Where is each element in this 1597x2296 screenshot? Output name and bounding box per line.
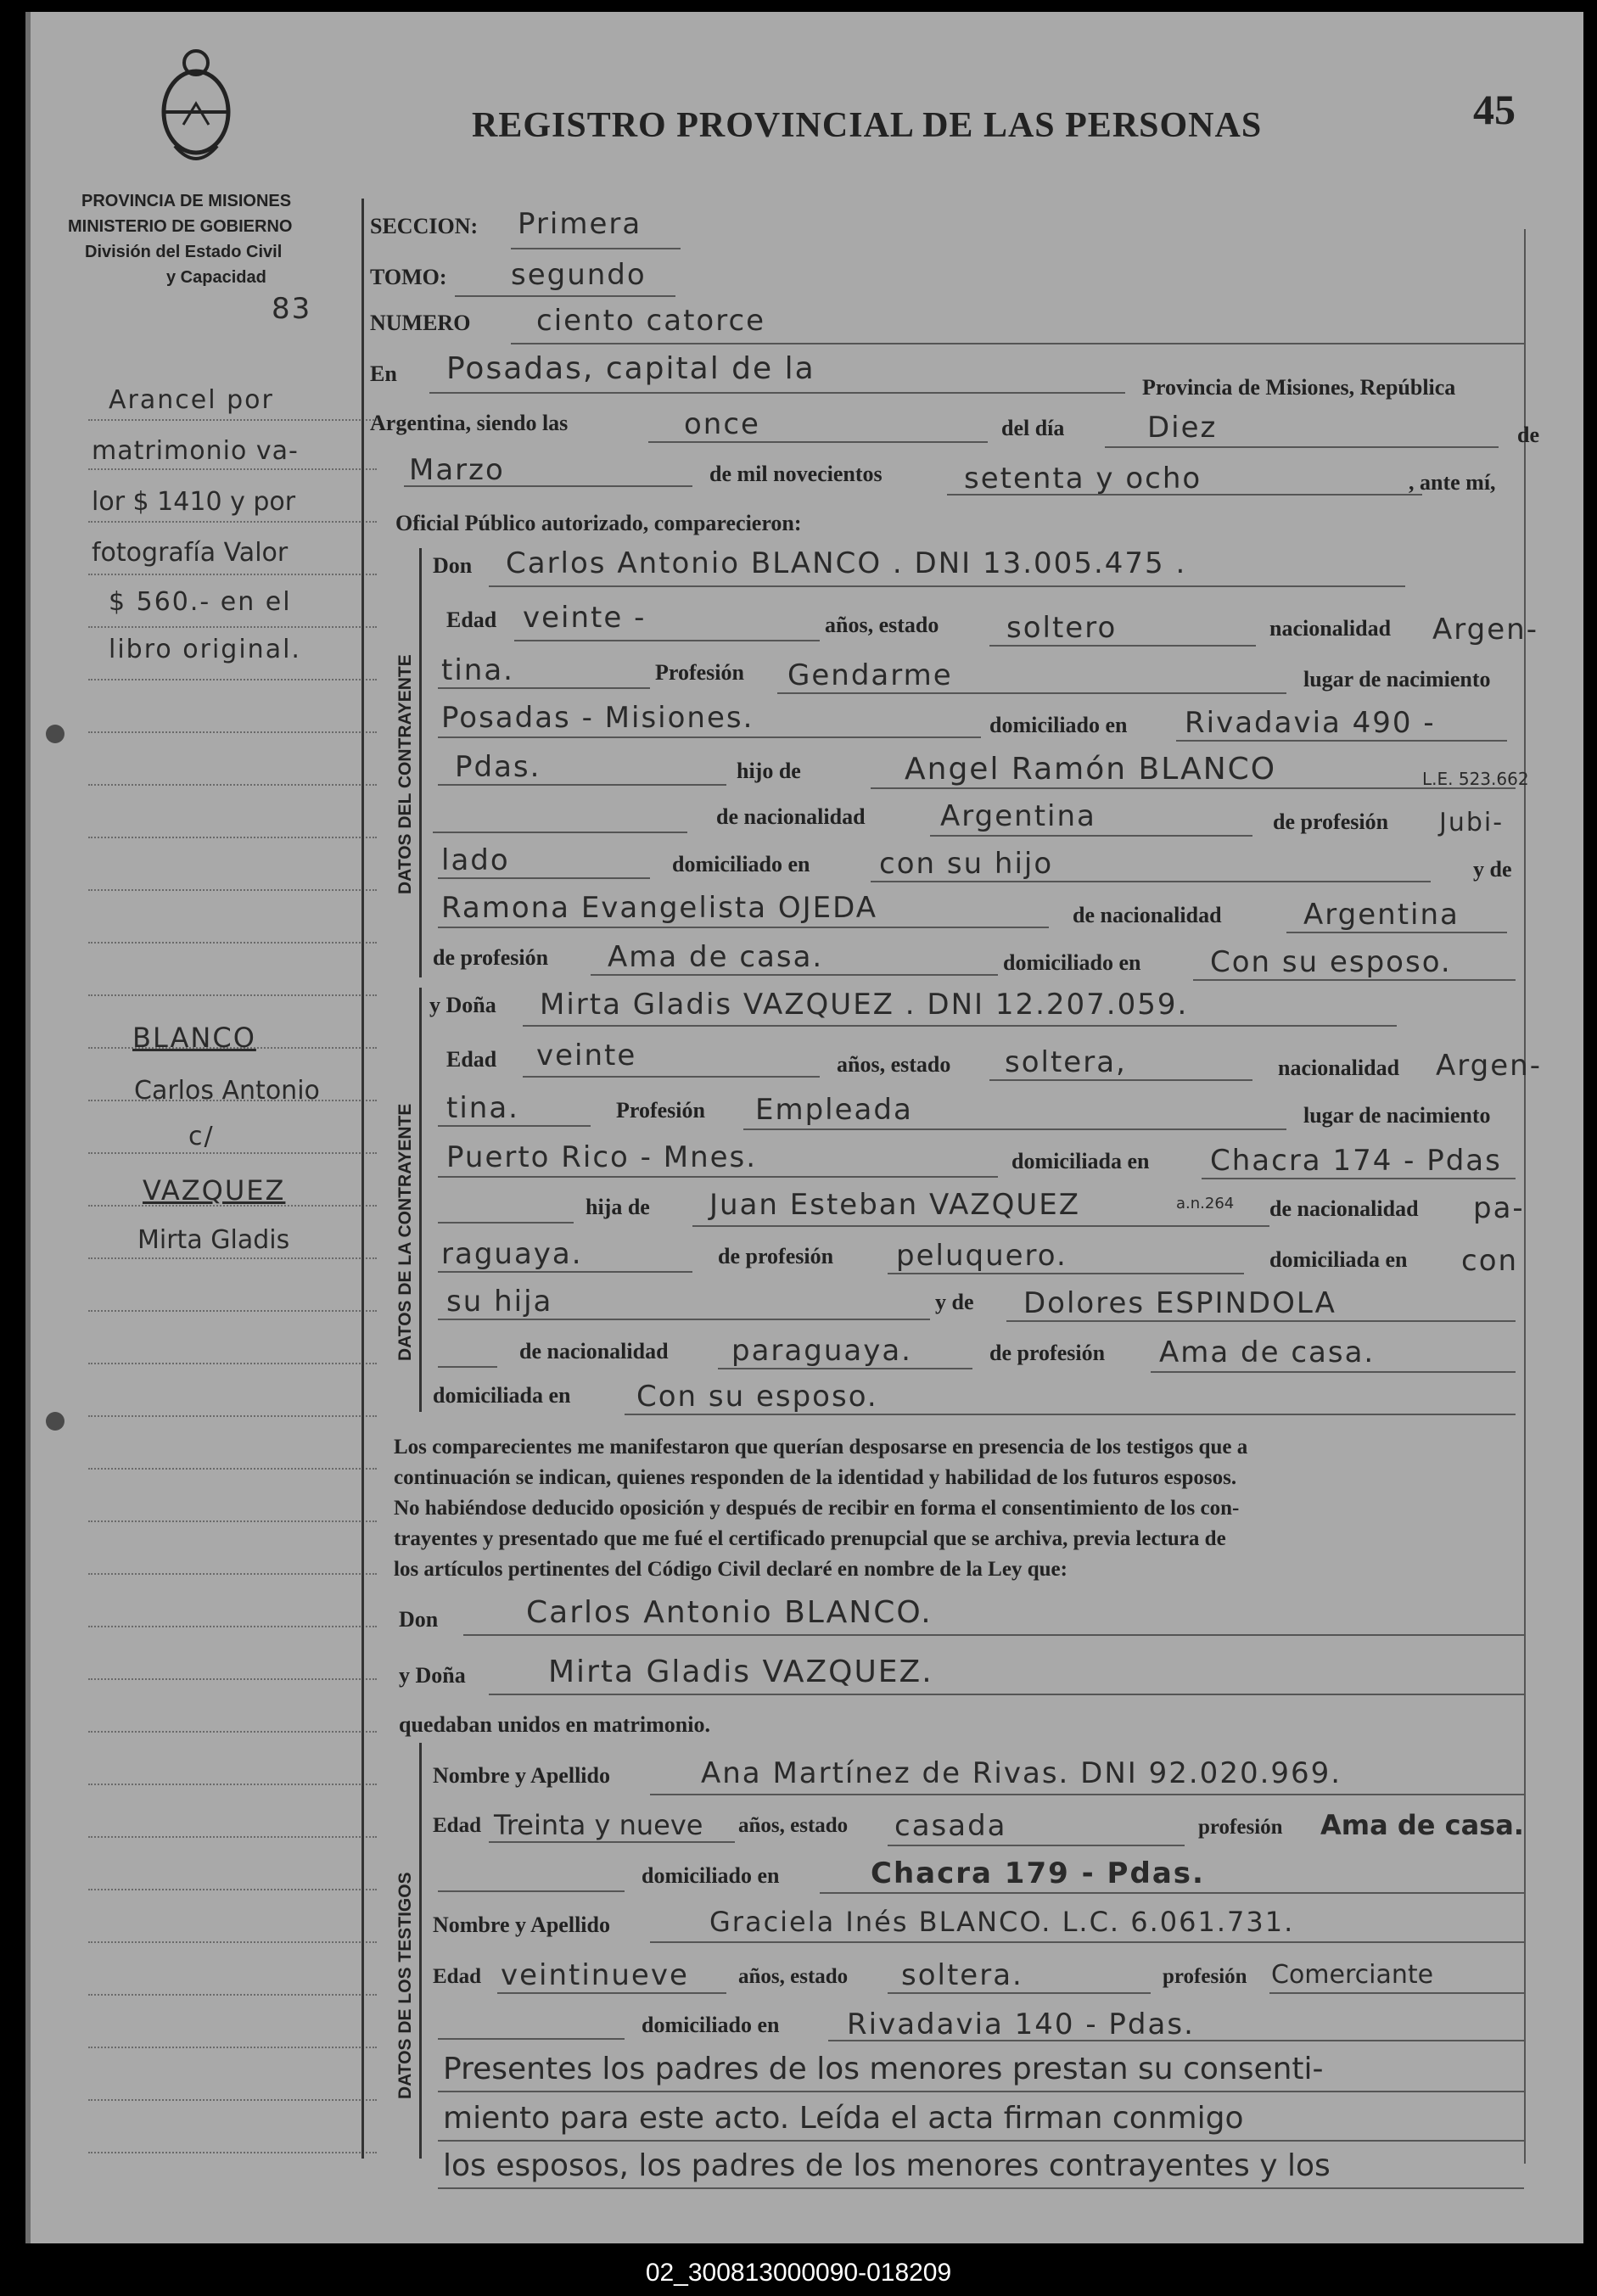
margin-fee-line: libro original. bbox=[109, 635, 301, 664]
en-label: En bbox=[370, 361, 397, 386]
bride-father-dom-1: con bbox=[1461, 1244, 1519, 1278]
groom-mother-dom-label: domiciliado en bbox=[1003, 950, 1141, 975]
numero-value: ciento catorce bbox=[536, 304, 766, 338]
groom-nac-label: nacionalidad bbox=[1269, 616, 1392, 641]
bride-dona-label: y Doña bbox=[429, 993, 496, 1017]
declaration-line: continuación se indican, quienes responden de la identidad y habilidad de los futuros esposos. bbox=[394, 1466, 1237, 1489]
groom-mother-nac-label: de nacionalidad bbox=[1073, 903, 1222, 927]
groom-father-prof-1: Jubi- bbox=[1439, 808, 1505, 837]
bride-father-nac-2: raguaya. bbox=[441, 1237, 583, 1271]
bride-yde-label: y de bbox=[935, 1290, 974, 1314]
bride-nac-label: nacionalidad bbox=[1278, 1056, 1400, 1080]
witness1-estado: casada bbox=[894, 1809, 1007, 1843]
bride-name: Mirta Gladis VAZQUEZ . DNI 12.207.059. bbox=[540, 988, 1189, 1022]
witness1-anios-label: años, estado bbox=[738, 1814, 849, 1837]
bride-father-prof: peluquero. bbox=[896, 1239, 1067, 1273]
groom-father-prof-2: lado bbox=[441, 843, 510, 877]
witness2-estado: soltera. bbox=[901, 1958, 1023, 1992]
witness1-prof-label: profesión bbox=[1198, 1816, 1283, 1839]
decl-dona-label: y Doña bbox=[399, 1663, 466, 1688]
bride-mother-prof-label: de profesión bbox=[989, 1341, 1106, 1365]
tomo-label: TOMO: bbox=[370, 265, 447, 289]
groom-father-dom: con su hijo bbox=[879, 847, 1054, 881]
de-label: de bbox=[1517, 423, 1539, 447]
groom-mother-dom: Con su esposo. bbox=[1210, 945, 1452, 979]
groom-domic-label: domiciliado en bbox=[989, 713, 1128, 737]
groom-yde-label: y de bbox=[1473, 857, 1512, 882]
argentina-label: Argentina, siendo las bbox=[370, 411, 569, 435]
groom-edad: veinte - bbox=[523, 601, 647, 635]
bride-domicilio: Chacra 174 - Pdas bbox=[1210, 1144, 1502, 1178]
groom-lugar-label: lugar de nacimiento bbox=[1303, 667, 1491, 692]
closing-line: los esposos, los padres de los menores contrayentes y los bbox=[443, 2148, 1331, 2183]
closing-line: miento para este acto. Leída el acta firman conmigo bbox=[443, 2101, 1244, 2136]
page-number: 45 bbox=[1473, 86, 1516, 133]
groom-name: Carlos Antonio BLANCO . DNI 13.005.475 . bbox=[506, 546, 1187, 580]
witness2-nombre-label: Nombre y Apellido bbox=[433, 1912, 610, 1937]
ante-label: , ante mí, bbox=[1409, 470, 1496, 495]
bride-estado: soltera, bbox=[1005, 1045, 1127, 1079]
margin-surname-1: BLANCO bbox=[132, 1022, 256, 1054]
witness2-dom: Rivadavia 140 - Pdas. bbox=[847, 2008, 1195, 2041]
hora-value: once bbox=[684, 407, 760, 441]
binding-hole bbox=[46, 1412, 64, 1431]
stamp-mark: 83 bbox=[272, 292, 312, 326]
groom-father-nac: Argentina bbox=[940, 799, 1096, 833]
page-title: REGISTRO PROVINCIAL DE LAS PERSONAS bbox=[472, 106, 1263, 145]
bride-mother-dom: Con su esposo. bbox=[636, 1380, 878, 1414]
witness1-dom-label: domiciliado en bbox=[642, 1863, 780, 1888]
bride-father-dom-label: domiciliada en bbox=[1269, 1247, 1408, 1272]
groom-anios-label: años, estado bbox=[825, 613, 939, 637]
groom-mother-nac: Argentina bbox=[1303, 898, 1460, 932]
groom-father-dom-label: domiciliado en bbox=[672, 852, 810, 876]
dia-label: del día bbox=[1001, 416, 1065, 440]
bride-father-prof-label: de profesión bbox=[718, 1244, 834, 1268]
witness2-prof: Comerciante bbox=[1271, 1960, 1434, 1990]
anio-label: de mil novecientos bbox=[709, 462, 883, 486]
bride-mother-name: Dolores ESPINDOLA bbox=[1023, 1286, 1336, 1320]
witness1-dom: Chacra 179 - Pdas. bbox=[871, 1856, 1205, 1890]
groom-mother-prof-label: de profesión bbox=[433, 945, 549, 970]
witness2-edad-label: Edad bbox=[433, 1965, 481, 1988]
margin-fee-line: Arancel por bbox=[109, 385, 274, 415]
bride-domic-label: domiciliada en bbox=[1011, 1149, 1150, 1173]
numero-label: NUMERO bbox=[370, 311, 471, 335]
bride-profesion: Empleada bbox=[755, 1093, 913, 1127]
bride-anios-label: años, estado bbox=[837, 1052, 951, 1077]
decl-don-label: Don bbox=[399, 1607, 439, 1632]
decl-unidos: quedaban unidos en matrimonio. bbox=[399, 1712, 710, 1737]
margin-connector: c/ bbox=[188, 1122, 215, 1151]
bride-mother-nac-label: de nacionalidad bbox=[519, 1339, 669, 1364]
provincia-label: Provincia de Misiones, República bbox=[1142, 375, 1456, 400]
bride-lugar: Puerto Rico - Mnes. bbox=[446, 1140, 758, 1174]
groom-father-nac-label: de nacionalidad bbox=[716, 804, 866, 829]
bride-father-nac-label: de nacionalidad bbox=[1269, 1196, 1419, 1221]
bride-edad-label: Edad bbox=[446, 1047, 497, 1072]
bride-father-doc: a.n.264 bbox=[1176, 1195, 1235, 1212]
bride-lugar-label: lugar de nacimiento bbox=[1303, 1103, 1491, 1128]
margin-surname-2: VAZQUEZ bbox=[143, 1174, 286, 1207]
bride-profesion-label: Profesión bbox=[616, 1098, 705, 1123]
margin-given-1: Carlos Antonio bbox=[134, 1076, 320, 1106]
binding-hole bbox=[46, 725, 64, 743]
bride-father-nac-1: pa- bbox=[1473, 1191, 1525, 1225]
witness1-name: Ana Martínez de Rivas. DNI 92.020.969. bbox=[701, 1756, 1342, 1790]
groom-domicilio-1: Rivadavia 490 - bbox=[1185, 706, 1436, 740]
margin-given-2: Mirta Gladis bbox=[137, 1225, 290, 1255]
coat-of-arms-icon bbox=[149, 44, 243, 171]
margin-fee-line: matrimonio va- bbox=[92, 436, 299, 466]
groom-nac-1: Argen- bbox=[1432, 613, 1538, 647]
oficial-label: Oficial Público autorizado, comparecieron: bbox=[395, 511, 802, 535]
witness1-edad: Treinta y nueve bbox=[494, 1809, 703, 1841]
witness1-prof: Ama de casa. bbox=[1320, 1809, 1524, 1841]
groom-father-prof-label: de profesión bbox=[1273, 809, 1389, 834]
closing-line: Presentes los padres de los menores prestan su consenti- bbox=[443, 2052, 1324, 2086]
witness2-name: Graciela Inés BLANCO. L.C. 6.061.731. bbox=[709, 1906, 1295, 1938]
groom-estado: soltero bbox=[1006, 611, 1118, 645]
bride-mother-dom-label: domiciliada en bbox=[433, 1383, 571, 1408]
tomo-value: segundo bbox=[511, 258, 647, 292]
seccion-label: SECCION: bbox=[370, 214, 479, 238]
bride-nac-2: tina. bbox=[446, 1091, 519, 1125]
seccion-value: Primera bbox=[518, 207, 642, 241]
declaration-line: Los comparecientes me manifestaron que querían desposarse en presencia de los testigos que a bbox=[394, 1436, 1248, 1459]
groom-father-name: Angel Ramón BLANCO bbox=[905, 752, 1277, 787]
margin-fee-line: $ 560.- en el bbox=[109, 587, 292, 617]
groom-mother-prof: Ama de casa. bbox=[608, 940, 824, 974]
groom-don-label: Don bbox=[433, 553, 473, 578]
witness1-edad-label: Edad bbox=[433, 1814, 481, 1837]
witness1-nombre-label: Nombre y Apellido bbox=[433, 1763, 610, 1788]
bride-mother-nac: paraguaya. bbox=[731, 1334, 912, 1368]
witness2-anios-label: años, estado bbox=[738, 1965, 849, 1988]
bride-nac-1: Argen- bbox=[1436, 1049, 1542, 1083]
section-label-groom: DATOS DEL CONTRAYENTE bbox=[395, 654, 415, 894]
anio-value: setenta y ocho bbox=[964, 462, 1202, 496]
bride-father-dom-2: su hija bbox=[446, 1285, 553, 1319]
margin-fee-line: fotografía Valor bbox=[92, 538, 289, 568]
groom-nac-2: tina. bbox=[441, 653, 514, 687]
decl-groom-name: Carlos Antonio BLANCO. bbox=[526, 1595, 933, 1630]
decl-bride-name: Mirta Gladis VAZQUEZ. bbox=[548, 1655, 933, 1689]
groom-profesion: Gendarme bbox=[787, 658, 953, 692]
declaration-line: los artículos pertinentes del Código Civil declaré en nombre de la Ley que: bbox=[394, 1558, 1067, 1581]
declaration-line: No habiéndose deducido oposición y después de recibir en forma el consentimiento de los con- bbox=[394, 1497, 1240, 1520]
image-code: 02_300813000090-018209 bbox=[645, 2259, 952, 2287]
witness2-dom-label: domiciliado en bbox=[642, 2013, 780, 2037]
org-province: PROVINCIA DE MISIONES bbox=[81, 192, 292, 210]
witness2-edad: veintinueve bbox=[501, 1958, 689, 1992]
groom-lugar: Posadas - Misiones. bbox=[441, 701, 754, 735]
section-label-witnesses: DATOS DE LOS TESTIGOS bbox=[395, 1872, 415, 2099]
bride-mother-prof: Ama de casa. bbox=[1159, 1336, 1376, 1369]
groom-mother-name: Ramona Evangelista OJEDA bbox=[441, 891, 878, 925]
document-page bbox=[25, 12, 1583, 2243]
witness2-prof-label: profesión bbox=[1163, 1965, 1247, 1988]
org-ministry: MINISTERIO DE GOBIERNO bbox=[68, 217, 293, 236]
groom-father-doc: L.E. 523.662 bbox=[1422, 769, 1529, 789]
en-value: Posadas, capital de la bbox=[446, 351, 815, 386]
org-division: División del Estado Civil bbox=[85, 243, 283, 261]
mes-value: Marzo bbox=[409, 453, 505, 487]
bride-father-name: Juan Esteban VAZQUEZ bbox=[709, 1188, 1081, 1222]
groom-hijo-label: hijo de bbox=[737, 759, 801, 783]
section-label-bride: DATOS DE LA CONTRAYENTE bbox=[395, 1103, 415, 1361]
image-code-bar bbox=[0, 2250, 1597, 2296]
groom-profesion-label: Profesión bbox=[655, 660, 744, 685]
margin-fee-line: lor $ 1410 y por bbox=[92, 487, 296, 517]
dia-value: Diez bbox=[1147, 411, 1218, 445]
declaration-line: trayentes y presentado que me fué el certificado prenupcial que se archiva, previa lectura de bbox=[394, 1527, 1226, 1550]
org-capacity: y Capacidad bbox=[166, 268, 266, 287]
bride-hija-label: hija de bbox=[586, 1195, 650, 1219]
groom-edad-label: Edad bbox=[446, 608, 497, 632]
bride-edad: veinte bbox=[536, 1039, 637, 1072]
groom-domicilio-2: Pdas. bbox=[455, 750, 541, 784]
